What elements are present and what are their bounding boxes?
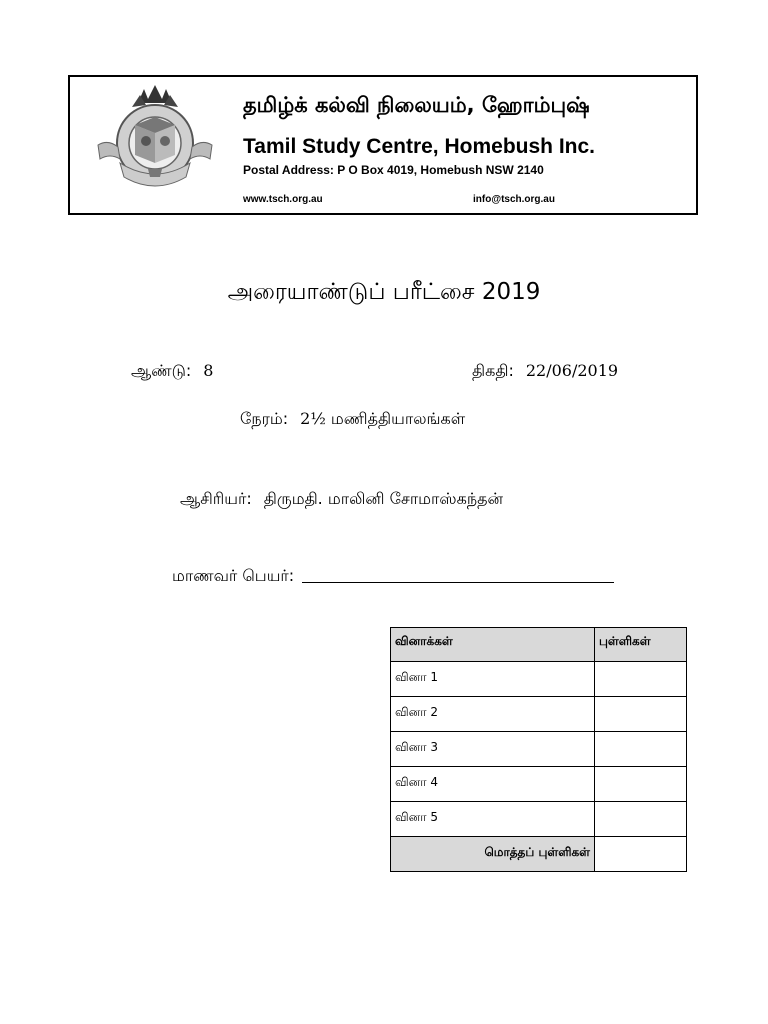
email-link[interactable]: info@tsch.org.au (473, 194, 555, 205)
year-value: 8 (203, 361, 214, 380)
total-row (391, 837, 687, 872)
teacher-label: ஆசிரியர்: (180, 489, 252, 508)
table-row (391, 767, 687, 802)
date-value: 22/06/2019 (525, 361, 619, 380)
question-cell: வினா 5 (391, 802, 595, 837)
year-row (131, 361, 213, 382)
time-label: நேரம்: (240, 409, 289, 428)
marks-header: புள்ளிகள் (595, 628, 687, 662)
total-marks-cell[interactable] (595, 837, 687, 872)
table-row (391, 662, 687, 697)
table-row (391, 697, 687, 732)
year-label: ஆண்டு: (131, 361, 192, 380)
marks-cell[interactable] (595, 697, 687, 732)
table-row (391, 732, 687, 767)
date-label: திகதி: (472, 361, 514, 380)
marks-cell[interactable] (595, 802, 687, 837)
marks-table-header (391, 628, 687, 662)
header-box (68, 75, 698, 215)
marks-cell[interactable] (595, 662, 687, 697)
org-name-tamil: தமிழ்க் கல்வி நிலையம், ஹோம்புஷ் (243, 93, 590, 117)
marks-cell[interactable] (595, 767, 687, 802)
time-row (240, 409, 465, 430)
student-name-field[interactable] (302, 582, 614, 583)
marks-cell[interactable] (595, 732, 687, 767)
exam-title: அரையாண்டுப் பரீட்சை 2019 (227, 279, 541, 305)
marks-table (390, 627, 687, 872)
question-cell: வினா 2 (391, 697, 595, 732)
school-logo-icon (90, 85, 220, 200)
teacher-name: திருமதி. மாலினி சோமாஸ்கந்தன் (263, 489, 504, 508)
question-cell: வினா 3 (391, 732, 595, 767)
postal-address: Postal Address: P O Box 4019, Homebush NSW 2140 (243, 163, 544, 177)
question-cell: வினா 4 (391, 767, 595, 802)
org-name-english: Tamil Study Centre, Homebush Inc. (243, 135, 595, 158)
date-row (472, 361, 618, 382)
student-name-label: மாணவர் பெயர்: (172, 566, 295, 585)
table-row (391, 802, 687, 837)
teacher-row (180, 489, 503, 510)
total-label: மொத்தப் புள்ளிகள் (391, 837, 595, 872)
student-name-row (172, 566, 614, 587)
time-value: 2½ மணித்தியாலங்கள் (300, 409, 466, 428)
question-cell: வினா 1 (391, 662, 595, 697)
questions-header: வினாக்கள் (391, 628, 595, 662)
website-link[interactable]: www.tsch.org.au (243, 194, 323, 205)
